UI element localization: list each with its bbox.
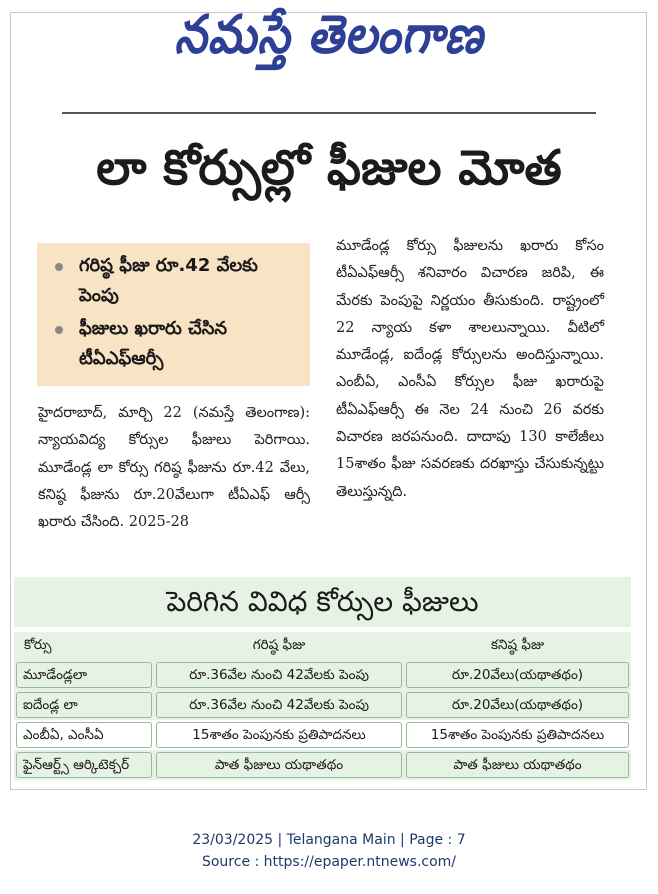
max-fee-cell: పాత ఫీజులు యథాతథం (156, 752, 402, 778)
table-header-row (14, 632, 631, 660)
course-cell: ఐదేండ్ల లా (16, 692, 152, 718)
min-fee-cell: రూ.20వేలు(యథాతథం) (406, 662, 629, 688)
header-min-fee: కనిష్ఠ ఫీజు (404, 632, 631, 660)
min-fee-cell: 15శాతం పెంపునకు ప్రతిపాదనలు (406, 722, 629, 748)
bullet-icon (55, 326, 63, 334)
newspaper-masthead (0, 3, 658, 78)
table-row (14, 690, 631, 720)
max-fee-cell: 15శాతం పెంపునకు ప్రతిపాదనలు (156, 722, 402, 748)
course-cell: మూడేండ్లలా (16, 662, 152, 688)
masthead-divider (62, 112, 596, 114)
article-body-right: మూడేండ్ల కోర్సు ఫీజులను ఖరారు కోసం టీఏఎఫ్‌ఆర్సీ శనివారం విచారణ జరిపి, ఈ మేరకు పెంపుపై నిర్ణయం తీసుకుంది. రాష్ట్రంలో 22 న్యాయ కళా శాలలున్నాయి. వీటిలో మూడేండ్ల, ఐదేండ్ల కోర్సులను అందిస్తున్నాయి. ఎంబీఏ, ఎంసీఏ కోర్సుల ఫీజు ఖరారుపై టీఏఎఫ్‌ఆర్సీ ఈ నెల 24 నుంచి 26 వరకు విచారణ జరపనుంది. దాదాపు 130 కాలేజీలు 15శాతం ఫీజు సవరణకు దరఖాస్తు చేసుకున్నట్టు తెలుస్తున్నది. (336, 238, 604, 500)
header-course: కోర్సు (14, 632, 154, 660)
header-max-fee: గరిష్ఠ ఫీజు (154, 632, 404, 660)
bullet-icon (55, 263, 63, 271)
article-headline: లా కోర్సుల్లో ఫీజుల మోత (96, 140, 562, 196)
table-row (14, 660, 631, 690)
course-cell: ఫైన్‌ఆర్ట్స్ ఆర్కిటెక్చర్ (16, 752, 152, 778)
footer-date-page: 23/03/2025 | Telangana Main | Page : 7 (192, 832, 466, 848)
footer-source: Source : https://epaper.ntnews.com/ (201, 854, 457, 870)
table-row (14, 750, 631, 780)
min-fee-cell: రూ.20వేలు(యథాతథం) (406, 692, 629, 718)
article-body-left: హైదరాబాద్, మార్చి 22 (నమస్తే తెలంగాణ): న్యాయవిద్య కోర్సుల ఫీజులు పెరిగాయి. మూడేండ్ల లా కోర్సు గరిష్ఠ ఫీజును రూ.42 వేలు, కనిష్ఠ ఫీజును రూ.20వేలుగా టీఏఎఫ్ ఆర్సీ ఖరారు చేసింది. 2025-28 (38, 405, 310, 531)
highlight-item (55, 251, 300, 311)
fees-table (14, 632, 631, 780)
table-row (14, 720, 631, 750)
max-fee-cell: రూ.36వేల నుంచి 42వేలకు పెంపు (156, 662, 402, 688)
highlight-item (55, 314, 300, 374)
course-cell: ఎంబీఏ, ఎంసీఏ (16, 722, 152, 748)
max-fee-cell: రూ.36వేల నుంచి 42వేలకు పెంపు (156, 692, 402, 718)
min-fee-cell: పాత ఫీజులు యథాతథం (406, 752, 629, 778)
table-title: పెరిగిన వివిధ కోర్సుల ఫీజులు (14, 577, 631, 627)
highlight-text: ఫీజులు ఖరారు చేసిన టీఏఎఫ్‌ఆర్సీ (79, 318, 228, 369)
highlights-box (37, 243, 310, 386)
masthead-logo: నమస్తే తెలంగాణ (174, 3, 484, 66)
highlight-text: గరిష్ఠ ఫీజు రూ.42 వేలకు పెంపు (79, 255, 258, 306)
